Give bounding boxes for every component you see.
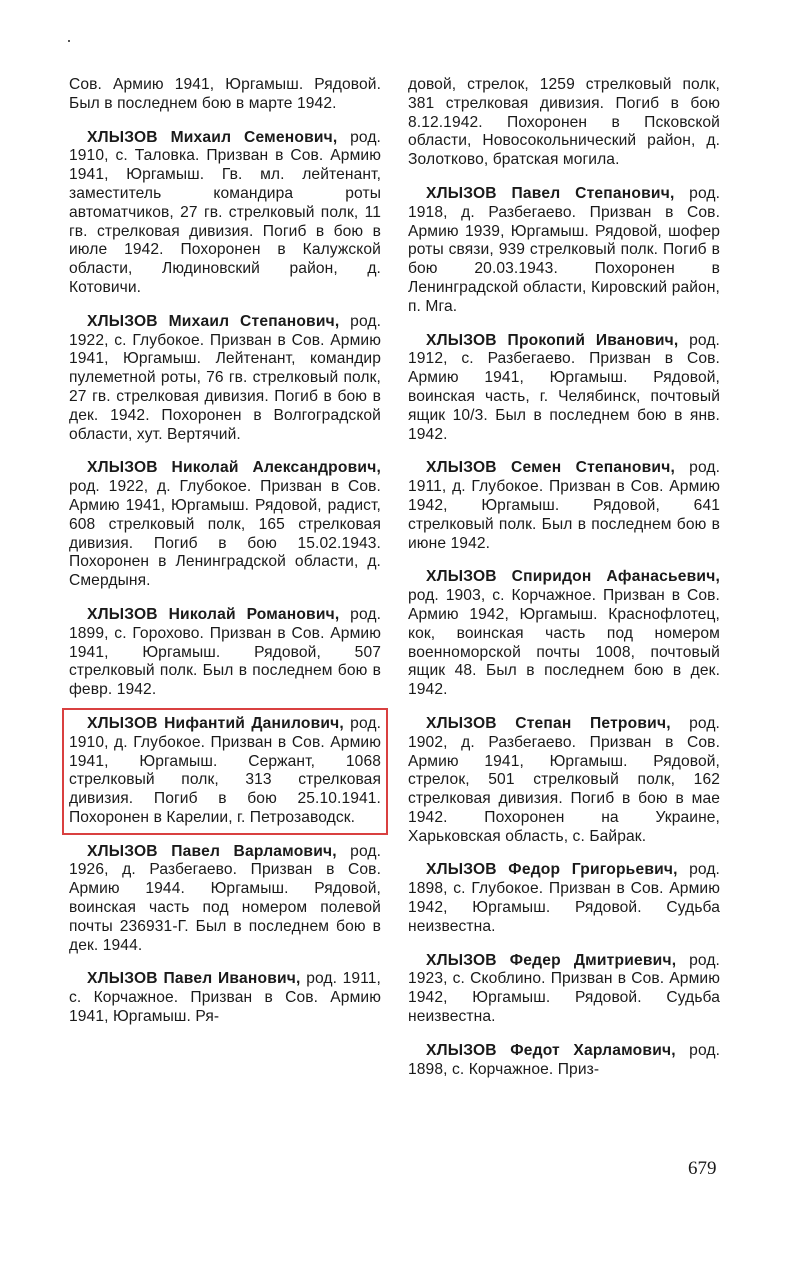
entry — [69, 459, 381, 591]
left-column — [69, 76, 381, 1042]
entry-text: род. 1898, с. Глубокое. Призван в Сов. Армию 1942, Юргамыш. Рядовой. Судьба неизвестна. — [408, 861, 720, 935]
entry-name: ХЛЫЗОВ Николай Романович, — [87, 605, 340, 623]
entry-name: ХЛЫЗОВ Спиридон Афанасьевич, — [426, 568, 720, 586]
scan-dot — [68, 40, 70, 42]
highlighted-entry — [69, 715, 381, 828]
entry — [408, 332, 720, 445]
entry-name: ХЛЫЗОВ Федот Харламович, — [426, 1041, 676, 1059]
entry-name: ХЛЫЗОВ Михаил Степанович, — [87, 312, 340, 330]
entry-text: род. 1911, д. Глубокое. Призван в Сов. Армию 1942, Юргамыш. Рядовой, 641 стрелковый полк. Был в последнем бою в июне 1942. — [408, 459, 721, 552]
page-number: 679 — [688, 1158, 717, 1179]
entry — [69, 76, 381, 114]
entry-text: род. 1902, д. Разбегаево. Призван в Сов. Армию 1941, Юргамыш. Рядовой, стрелок, 501 стрелковый полк, 162 стрелковая дивизия. Погиб в бою в мае 1942. Похоронен на Украине, Харьковская область, с. Байрак. — [408, 714, 720, 845]
entry — [408, 861, 720, 936]
entry — [408, 952, 720, 1027]
entry-text: род. 1899, с. Горохово. Призван в Сов. Армию 1941, Юргамыш. Рядовой, 507 стрелковый полк. Был в последнем бою в февр. 1942. — [69, 605, 382, 699]
entry — [408, 185, 720, 317]
entry — [408, 568, 720, 700]
entry-name: ХЛЫЗОВ Михаил Семенович, — [87, 128, 338, 146]
entry-name: ХЛЫЗОВ Павел Степанович, — [426, 184, 675, 202]
entry — [69, 129, 381, 298]
entry-name: ХЛЫЗОВ Семен Степанович, — [426, 459, 675, 477]
entry-name: ХЛЫЗОВ Нифантий Данилович, — [87, 714, 344, 732]
entry-text: род. 1923, с. Скоблино. Призван в Сов. Армию 1942, Юргамыш. Рядовой. Судьба неизвестна. — [408, 951, 720, 1026]
entry-text: довой, стрелок, 1259 стрелковый полк, 381 стрелковая дивизия. Погиб в бою 8.12.1942. Похоронен в Псковской области, Новосокольнический район, д. Золотково, братская могила. — [408, 76, 720, 169]
entry-name: ХЛЫЗОВ Федер Дмитриевич, — [426, 951, 677, 969]
entry-name: ХЛЫЗОВ Павел Иванович, — [87, 970, 301, 988]
entry — [69, 843, 381, 956]
entry-text: род. 1912, с. Разбегаево. Призван в Сов. Армию 1941, Юргамыш. Рядовой, воинская часть, г. Челябинск, почтовый ящик 10/3. Был в последнем бою в янв. 1942. — [408, 331, 720, 443]
entry-text: Сов. Армию 1941, Юргамыш. Рядовой. Был в последнем бою в марте 1942. — [69, 76, 381, 112]
entry-name: ХЛЫЗОВ Николай Александрович, — [87, 459, 381, 477]
entry-name: ХЛЫЗОВ Степан Петрович, — [426, 714, 671, 732]
entry-text: род. 1903, с. Корчажное. Призван в Сов. Армию 1942, Юргамыш. Краснофлотец, кок, воинская часть под номером военноморской почты 1008, почтовый ящик 48. Был в последнем бою в дек. 1942. — [408, 587, 720, 699]
entry — [69, 313, 381, 445]
entry-text: род. 1922, д. Глубокое. Призван в Сов. Армию 1941, Юргамыш. Рядовой, радист, 608 стрелковый полк, 165 стрелковая дивизия. Погиб в бою 15.02.1943. Похоронен в Ленинградской области, д. Смердыня. — [69, 478, 381, 590]
entry-text: род. 1898, с. Корчажное. Приз- — [408, 1041, 721, 1078]
entry-text: род. 1910, с. Таловка. Призван в Сов. Армию 1941, Юргамыш. Гв. мл. лейтенант, заместитель командира роты автоматчиков, 27 гв. стрелковый полк, 11 гв. стрелковая дивизия. Погиб в бою в июле 1942. Похоронен в Калужской области, Людиновский район, д. Котовичи. — [69, 128, 381, 296]
entry — [69, 606, 381, 700]
entry — [408, 715, 720, 847]
entry — [408, 459, 720, 553]
entry — [408, 1042, 720, 1080]
entry — [408, 76, 720, 170]
entry-name: ХЛЫЗОВ Федор Григорьевич, — [426, 861, 678, 879]
entry-text: род. 1918, д. Разбегаево. Призван в Сов. Армию 1939, Юргамыш. Рядовой, шофер роты связи, 939 стрелковый полк. Погиб в бою 20.03.1943. Похоронен в Ленинградской области, Кировский район, п. Мга. — [408, 184, 721, 315]
entry-name: ХЛЫЗОВ Павел Варламович, — [87, 842, 337, 860]
entry-text: род. 1926, д. Разбегаево. Призван в Сов. Армию 1944. Юргамыш. Рядовой, воинская часть под номером полевой почты 236931-Г. Был в последнем бою в дек. 1944. — [69, 842, 382, 954]
entry-name: ХЛЫЗОВ Прокопий Иванович, — [426, 331, 679, 349]
entry-text: род. 1911, с. Корчажное. Призван в Сов. Армию 1941, Юргамыш. Ря- — [69, 970, 381, 1026]
entry — [69, 970, 381, 1026]
right-column — [408, 76, 720, 1094]
entry-text: род. 1922, с. Глубокое. Призван в Сов. Армию 1941, Юргамыш. Лейтенант, командир пулеметной роты, 76 гв. стрелковый полк, 27 гв. стрелковая дивизия. Погиб в бою в дек. 1942. Похоронен в Волгоградской области, хут. Вертячий. — [69, 312, 382, 443]
entry-text: род. 1910, д. Глубокое. Призван в Сов. Армию 1941, Юргамыш. Сержант, 1068 стрелковый полк, 313 стрелковая дивизия. Погиб в бою 25.10.1941. Похоронен в Карелии, г. Петрозаводск. — [69, 714, 382, 826]
